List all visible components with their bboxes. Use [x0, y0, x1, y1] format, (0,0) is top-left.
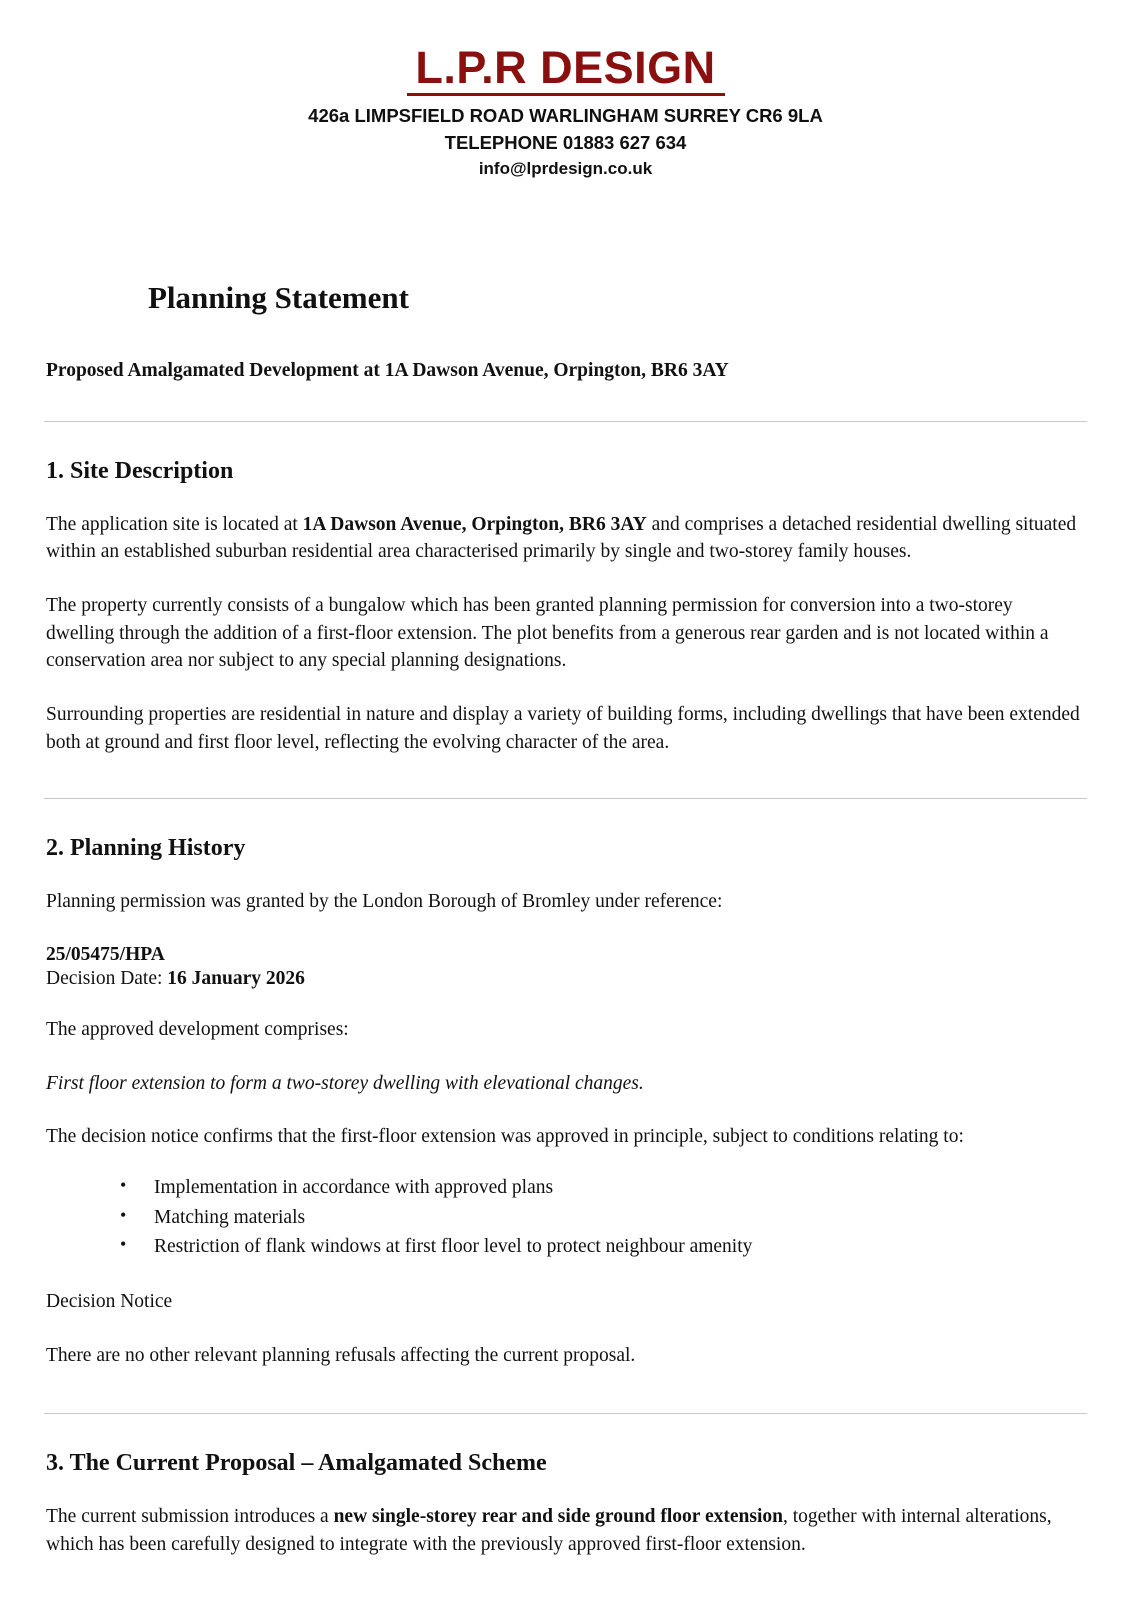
- approved-description-quote: First floor extension to form a two-storey dwelling with elevational changes.: [46, 1072, 644, 1094]
- application-reference: 25/05475/HPA: [46, 944, 165, 966]
- letterhead: [36, 44, 1095, 182]
- paragraph: [46, 511, 1085, 566]
- divider: [44, 798, 1087, 799]
- paragraph: The approved development comprises:: [46, 1019, 349, 1041]
- page-subtitle: Proposed Amalgamated Development at 1A Dawson Avenue, Orpington, BR6 3AY: [46, 359, 729, 381]
- company-email: info@lprdesign.co.uk: [478, 158, 653, 178]
- logo-underline: [407, 93, 725, 96]
- list-item: • Matching materials: [120, 1203, 1087, 1233]
- site-address-emphasis: 1A Dawson Avenue, Orpington, BR6 3AY: [302, 513, 647, 535]
- company-logo-text: L.P.R DESIGN: [415, 42, 716, 93]
- paragraph: There are no other relevant planning refusals affecting the current proposal.: [46, 1344, 636, 1366]
- paragraph: The property currently consists of a bungalow which has been granted planning permission for conversion into a two-storey dwelling through the addition of a first-floor extension. The plot benefits from a generous rear garden and is not located within a conservation area nor subject to any special planning designations.: [46, 594, 1049, 672]
- decision-date-label: Decision Date:: [46, 968, 168, 990]
- company-telephone: TELEPHONE 01883 627 634: [444, 132, 687, 154]
- paragraph: Planning permission was granted by the London Borough of Bromley under reference:: [46, 891, 723, 913]
- section-heading-1: 1. Site Description: [46, 457, 234, 484]
- section-planning-history: [44, 835, 1087, 1369]
- section-heading-3: 3. The Current Proposal – Amalgamated Scheme: [46, 1450, 547, 1477]
- divider: [44, 421, 1087, 422]
- section-current-proposal: [44, 1450, 1087, 1558]
- list-item: • Restriction of flank windows at first floor level to protect neighbour amenity: [120, 1232, 1087, 1262]
- paragraph: [46, 1503, 1085, 1558]
- planning-reference-block: [44, 944, 1087, 990]
- text-fragment: , together with internal alterations, which has been carefully designed to integrate with the previously approved first-floor extension.: [46, 1506, 1052, 1556]
- proposal-emphasis: new single-storey rear and side ground floor extension: [333, 1506, 783, 1528]
- conditions-list: [44, 1173, 1087, 1262]
- decision-notice-label: Decision Notice: [46, 1290, 173, 1312]
- paragraph: Surrounding properties are residential in nature and display a variety of building forms, including dwellings that have been extended both at ground and first floor level, reflecting the evolving character of the area.: [46, 703, 1080, 753]
- page-title: Planning Statement: [148, 279, 409, 315]
- company-address: 426a LIMPSFIELD ROAD WARLINGHAM SURREY CR6 9LA: [308, 105, 823, 127]
- decision-date: [46, 968, 1085, 990]
- decision-date-value: 16 January 2026: [167, 968, 305, 990]
- divider: [44, 1413, 1087, 1414]
- section-heading-2: 2. Planning History: [46, 835, 246, 862]
- list-item: • Implementation in accordance with approved plans: [120, 1173, 1087, 1203]
- text-fragment: The application site is located at: [46, 513, 303, 535]
- text-fragment: The current submission introduces a: [46, 1506, 334, 1528]
- paragraph: The decision notice confirms that the first-floor extension was approved in principle, subject to conditions relating to:: [46, 1126, 964, 1148]
- section-site-description: [44, 458, 1087, 757]
- text-fragment: and comprises a detached residential dwelling situated within an established suburban residential area characterised primarily by single and two-storey family houses.: [46, 513, 1077, 563]
